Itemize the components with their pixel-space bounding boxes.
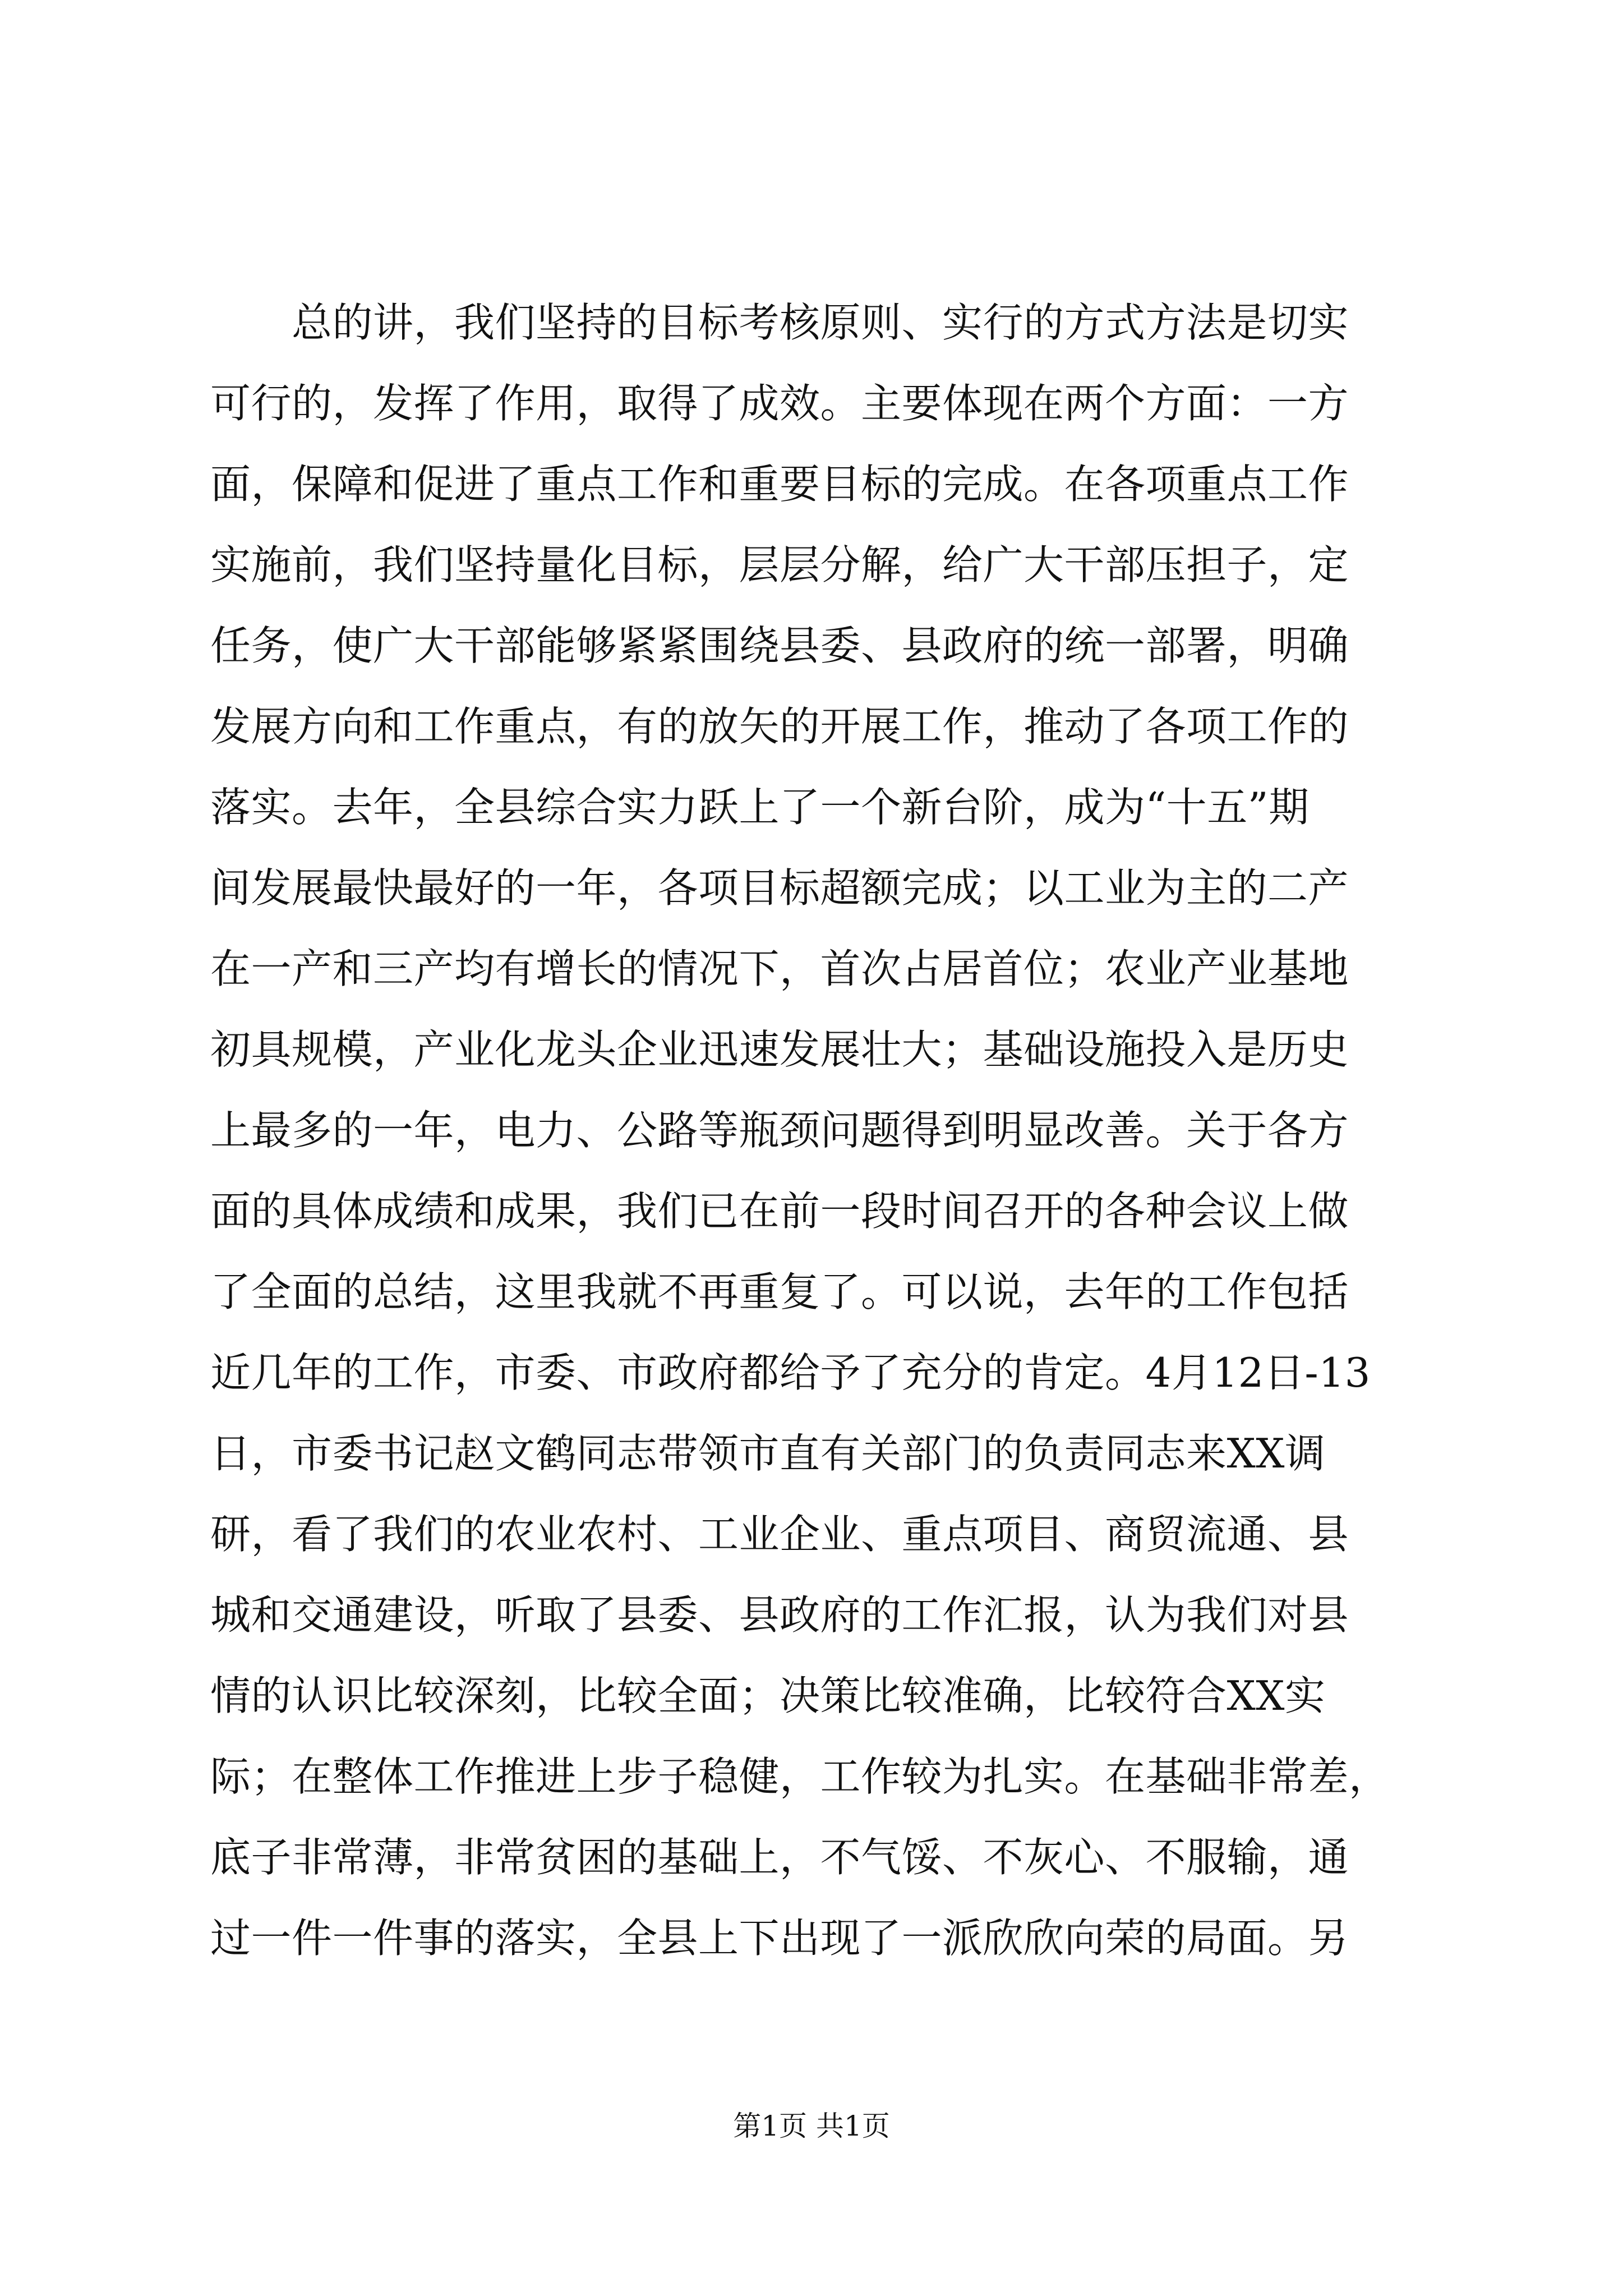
text-line: 研，看了我们的农业农村、工业企业、重点项目、商贸流通、县	[210, 1511, 1349, 1558]
text-line: 上最多的一年，电力、公路等瓶颈问题得到明显改善。关于各方	[210, 1107, 1349, 1154]
text-line: 可行的，发挥了作用，取得了成效。主要体现在两个方面：一方	[210, 380, 1349, 427]
text-line: 落实。去年，全县综合实力跃上了一个新台阶，成为“十五”期	[210, 784, 1310, 831]
text-line: 面，保障和促进了重点工作和重要目标的完成。在各项重点工作	[210, 461, 1349, 508]
text-line: 过一件一件事的落实，全县上下出现了一派欣欣向荣的局面。另	[210, 1915, 1349, 1962]
text-line: 城和交通建设，听取了县委、县政府的工作汇报，认为我们对县	[210, 1591, 1349, 1639]
text-line: 情的认识比较深刻，比较全面；决策比较准确，比较符合XX实	[210, 1672, 1326, 1719]
text-line: 面的具体成绩和成果，我们已在前一段时间召开的各种会议上做	[210, 1188, 1349, 1235]
text-line: 初具规模，产业化龙头企业迅速发展壮大；基础设施投入是历史	[210, 1026, 1349, 1073]
text-line: 底子非常薄，非常贫困的基础上，不气馁、不灰心、不服输，通	[210, 1834, 1349, 1881]
text-line: 际；在整体工作推进上步子稳健，工作较为扎实。在基础非常差，	[210, 1753, 1390, 1800]
text-line: 间发展最快最好的一年，各项目标超额完成；以工业为主的二产	[210, 864, 1349, 912]
text-line: 总的讲，我们坚持的目标考核原则、实行的方式方法是切实	[210, 299, 1349, 346]
text-line: 近几年的工作，市委、市政府都给予了充分的肯定。4月12日-13	[210, 1349, 1371, 1396]
text-line: 发展方向和工作重点，有的放矢的开展工作，推动了各项工作的	[210, 703, 1349, 750]
text-line: 在一产和三产均有增长的情况下，首次占居首位；农业产业基地	[210, 945, 1349, 992]
text-line: 日，市委书记赵文鹤同志带领市直有关部门的负责同志来XX调	[210, 1430, 1326, 1477]
text-line: 任务，使广大干部能够紧紧围绕县委、县政府的统一部署，明确	[210, 622, 1349, 669]
page-number-footer: 第1页 共1页	[733, 2110, 890, 2142]
text-line: 了全面的总结，这里我就不再重复了。可以说，去年的工作包括	[210, 1268, 1349, 1315]
text-line: 实施前，我们坚持量化目标，层层分解，给广大干部压担子，定	[210, 541, 1349, 588]
